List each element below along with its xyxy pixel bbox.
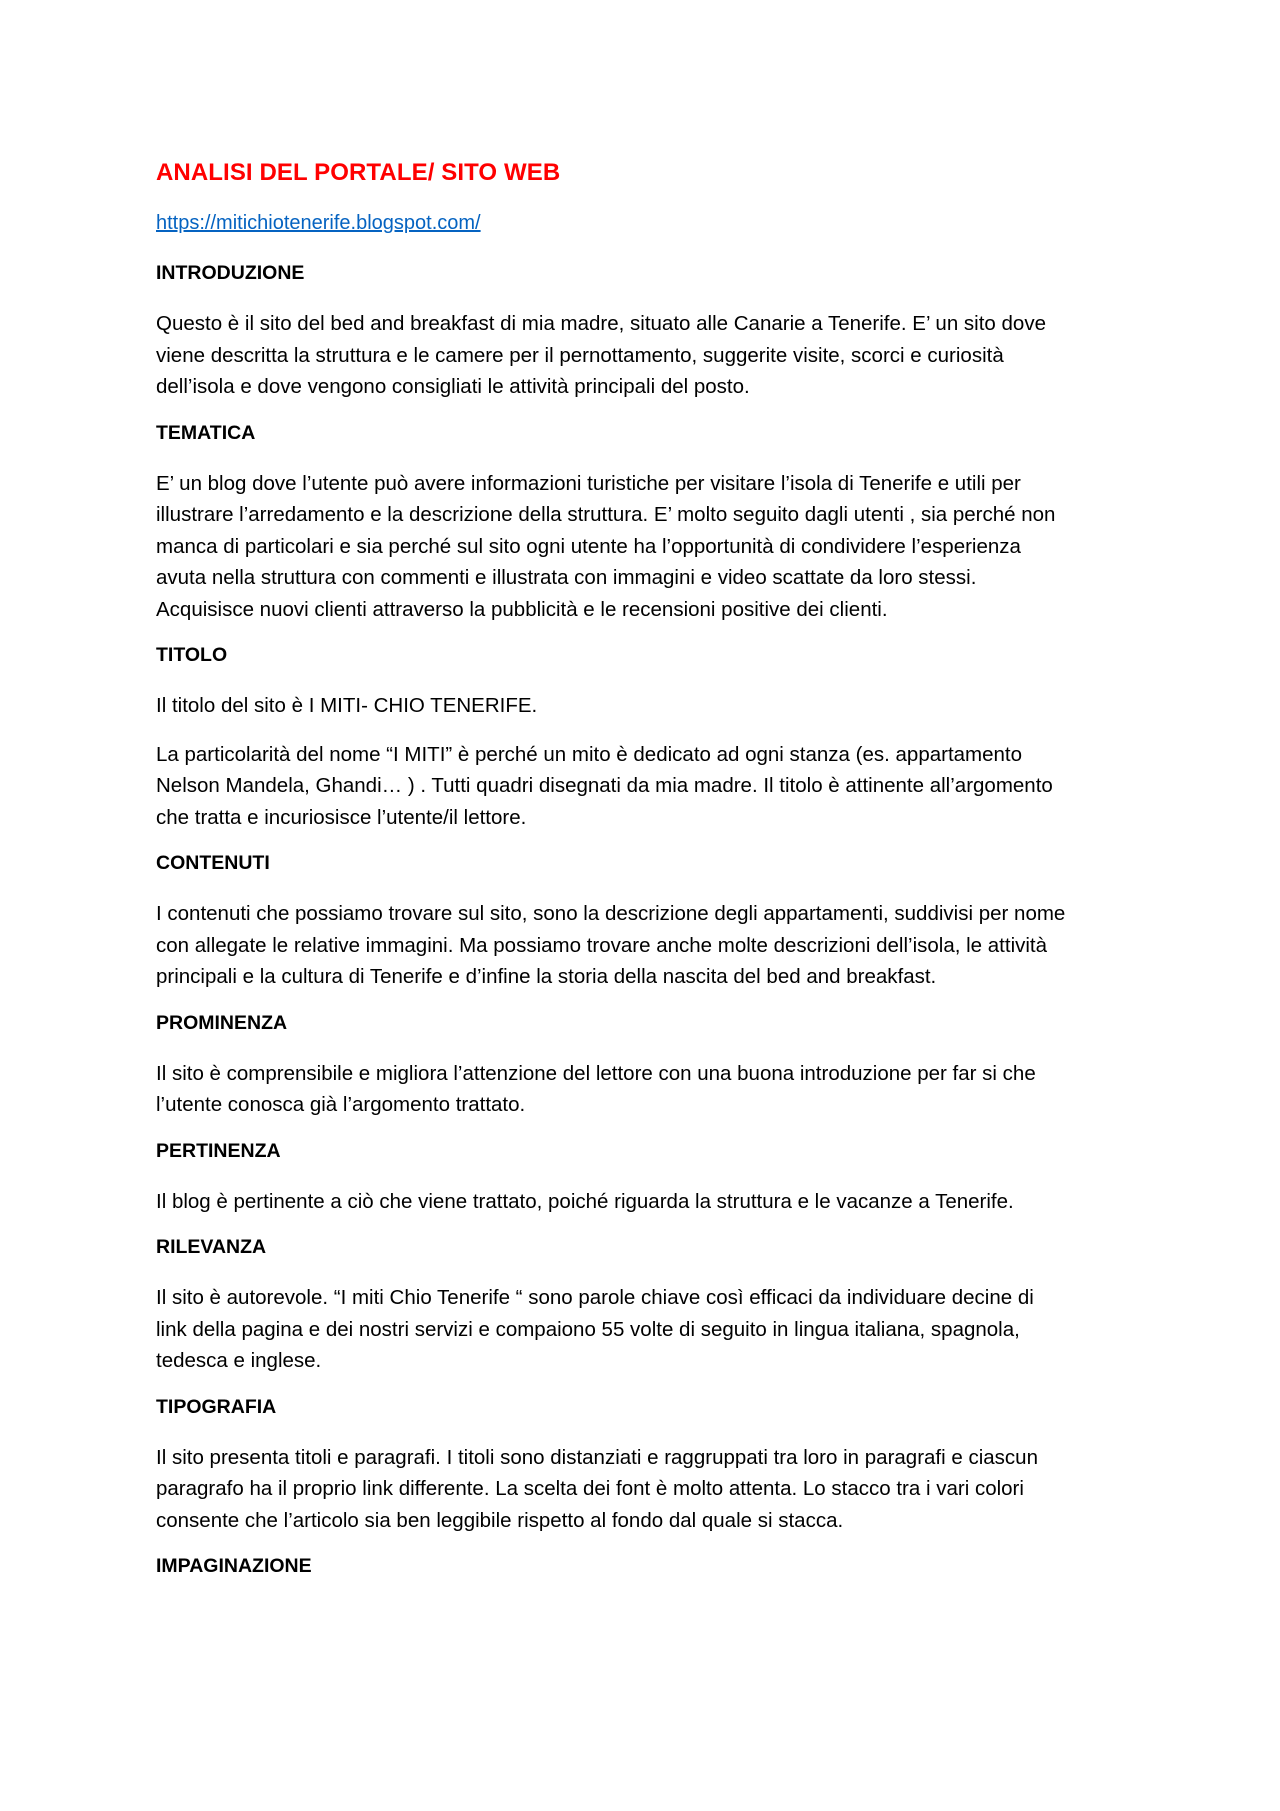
text-line: Questo è il sito del bed and breakfast di mia madre, situato alle Canarie a Tenerife. E’ un sito dove xyxy=(156,312,1046,335)
text-line: illustrare l’arredamento e la descrizione della struttura. E’ molto seguito dagli utenti , sia perché non xyxy=(156,503,1056,526)
section-titolo xyxy=(156,642,1130,833)
section-heading: RILEVANZA xyxy=(156,1236,267,1258)
section-heading: TIPOGRAFIA xyxy=(156,1395,277,1418)
text-line: l’utente conosca già l’argomento trattato. xyxy=(156,1093,526,1116)
text-line: consente che l’articolo sia ben leggibile rispetto al fondo dal quale si stacca. xyxy=(156,1508,844,1532)
text-line: La particolarità del nome “I MITI” è perché un mito è dedicato ad ogni stanza (es. appartamento xyxy=(156,742,1023,766)
text-line: Il blog è pertinente a ciò che viene trattato, poiché riguarda la struttura e le vacanze a Tenerife. xyxy=(156,1189,1014,1213)
text-line: Il sito presenta titoli e paragrafi. I titoli sono distanziati e raggruppati tra loro in paragrafi e ciascun xyxy=(156,1445,1038,1469)
text-line: tedesca e inglese. xyxy=(156,1349,322,1372)
section-heading: TITOLO xyxy=(156,644,228,666)
text-line: avuta nella struttura con commenti e illustrata con immagini e video scattate da loro stessi. xyxy=(156,566,977,589)
text-line: principali e la cultura di Tenerife e d’infine la storia della nascita del bed and breakfast. xyxy=(156,965,937,988)
paragraph xyxy=(156,468,1130,626)
text-line: manca di particolari e sia perché sul sito ogni utente ha l’opportunità di condividere l’esperienza xyxy=(156,534,1021,558)
text-line: E’ un blog dove l’utente può avere informazioni turistiche per visitare l’isola di Tenerife e utili per xyxy=(156,471,1021,495)
paragraph xyxy=(156,739,1130,834)
section-heading: PERTINENZA xyxy=(156,1139,281,1162)
text-line: con allegate le relative immagini. Ma possiamo trovare anche molte descrizioni dell’isola, le attività xyxy=(156,933,1048,957)
text-line: che tratta e incuriosisce l’utente/il lettore. xyxy=(156,805,527,829)
text-line: dell’isola e dove vengono consigliati le attività principali del posto. xyxy=(156,375,750,398)
section-pertinenza xyxy=(156,1138,1130,1218)
section-heading: IMPAGINAZIONE xyxy=(156,1555,312,1577)
paragraph xyxy=(156,898,1130,993)
text-line: paragrafo ha il proprio link differente. La scelta dei font è molto attenta. Lo stacco tra i vari colori xyxy=(156,1477,1024,1500)
section-heading: PROMINENZA xyxy=(156,1011,288,1034)
section-heading: CONTENUTI xyxy=(156,852,270,874)
text-line: I contenuti che possiamo trovare sul sito, sono la descrizione degli appartamenti, suddivisi per nome xyxy=(156,902,1066,925)
section-impaginazione xyxy=(156,1553,1130,1579)
paragraph xyxy=(156,690,1130,722)
text-line: Nelson Mandela, Ghandi… ) . Tutti quadri disegnati da mia madre. Il titolo è attinente all’argomento xyxy=(156,774,1053,797)
paragraph xyxy=(156,308,1130,403)
section-rilevanza xyxy=(156,1234,1130,1377)
document-title: ANALISI DEL PORTALE/ SITO WEB xyxy=(156,159,561,186)
section-tematica xyxy=(156,420,1130,626)
paragraph xyxy=(156,1442,1130,1537)
paragraph xyxy=(156,1282,1130,1377)
section-tipografia xyxy=(156,1394,1130,1537)
text-line: Il sito è comprensibile e migliora l’attenzione del lettore con una buona introduzione per far si che xyxy=(156,1061,1036,1085)
section-prominenza xyxy=(156,1010,1130,1121)
text-line: Acquisisce nuovi clienti attraverso la pubblicità e le recensioni positive dei clienti. xyxy=(156,597,888,621)
text-line: Il sito è autorevole. “I miti Chio Tenerife “ sono parole chiave così efficaci da individuare decine di xyxy=(156,1286,1034,1309)
site-url-link[interactable]: https://mitichiotenerife.blogspot.com/ xyxy=(156,212,481,234)
section-introduzione xyxy=(156,260,1130,403)
section-heading: INTRODUZIONE xyxy=(156,262,305,284)
text-line: Il titolo del sito è I MITI- CHIO TENERIFE. xyxy=(156,694,538,717)
paragraph xyxy=(156,1058,1130,1121)
section-heading: TEMATICA xyxy=(156,421,256,444)
text-line: viene descritta la struttura e le camere per il pernottamento, suggerite visite, scorci e curiosità xyxy=(156,343,1004,367)
text-line: link della pagina e dei nostri servizi e compaiono 55 volte di seguito in lingua italiana, spagnola, xyxy=(156,1317,1020,1341)
url-line xyxy=(156,210,1130,238)
paragraph xyxy=(156,1186,1130,1218)
section-contenuti xyxy=(156,850,1130,993)
